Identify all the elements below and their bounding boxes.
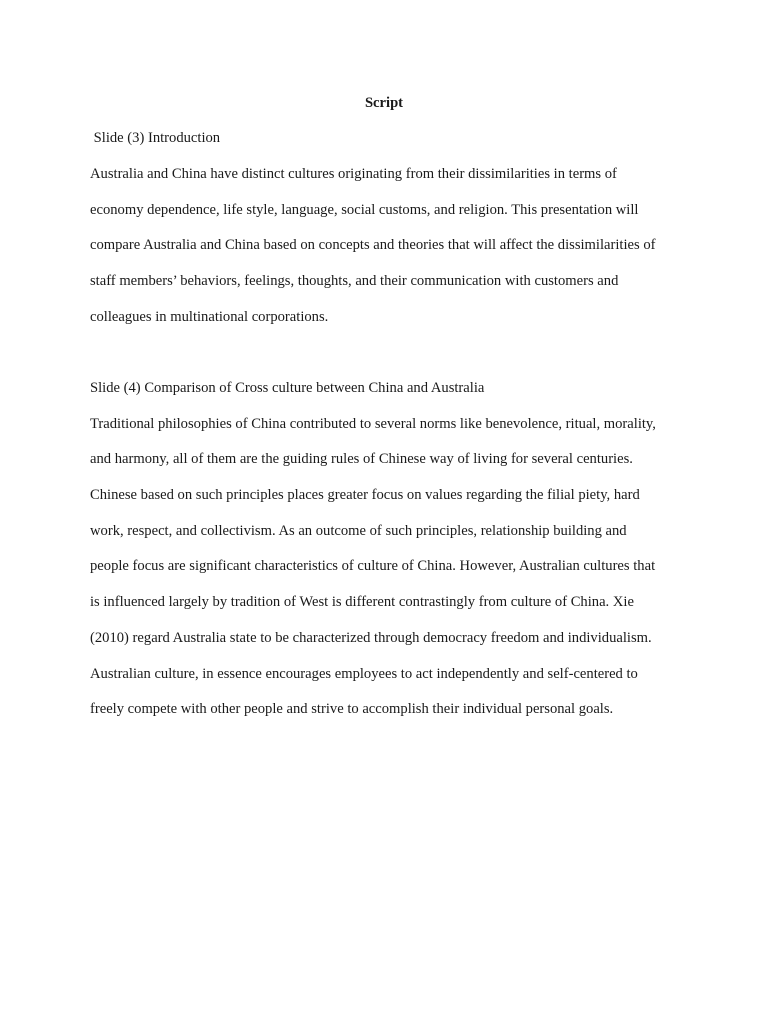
paragraph-line: staff members’ behaviors, feelings, thoughts, and their communication with customers and: [90, 273, 619, 289]
paragraph-line: people focus are significant characteristics of culture of China. However, Australian cultures that: [90, 558, 656, 574]
paragraph-line: Traditional philosophies of China contributed to several norms like benevolence, ritual, morality,: [90, 416, 656, 432]
section-heading-introduction: Slide (3) Introduction: [90, 130, 221, 146]
document-title: Script: [364, 95, 404, 111]
paragraph-line: freely compete with other people and strive to accomplish their individual personal goals.: [90, 701, 614, 717]
paragraph-line: Australia and China have distinct cultures originating from their dissimilarities in terms of: [90, 166, 617, 182]
paragraph-line: (2010) regard Australia state to be characterized through democracy freedom and individualism.: [90, 630, 652, 646]
paragraph-line: Australian culture, in essence encourages employees to act independently and self-centered to: [90, 666, 638, 682]
paragraph-line: work, respect, and collectivism. As an outcome of such principles, relationship building and: [90, 523, 627, 539]
paragraph-line: is influenced largely by tradition of West is different contrastingly from culture of China. Xie: [90, 594, 634, 610]
paragraph-line: and harmony, all of them are the guiding rules of Chinese way of living for several centuries.: [90, 451, 633, 467]
paragraph-line: Chinese based on such principles places greater focus on values regarding the filial piety, hard: [90, 487, 640, 503]
paragraph-line: colleagues in multinational corporations.: [90, 309, 329, 325]
paragraph-line: compare Australia and China based on concepts and theories that will affect the dissimilarities of: [90, 237, 656, 253]
paragraph-line: economy dependence, life style, language, social customs, and religion. This presentation will: [90, 202, 639, 218]
section-heading-comparison: Slide (4) Comparison of Cross culture between China and Australia: [90, 380, 485, 396]
